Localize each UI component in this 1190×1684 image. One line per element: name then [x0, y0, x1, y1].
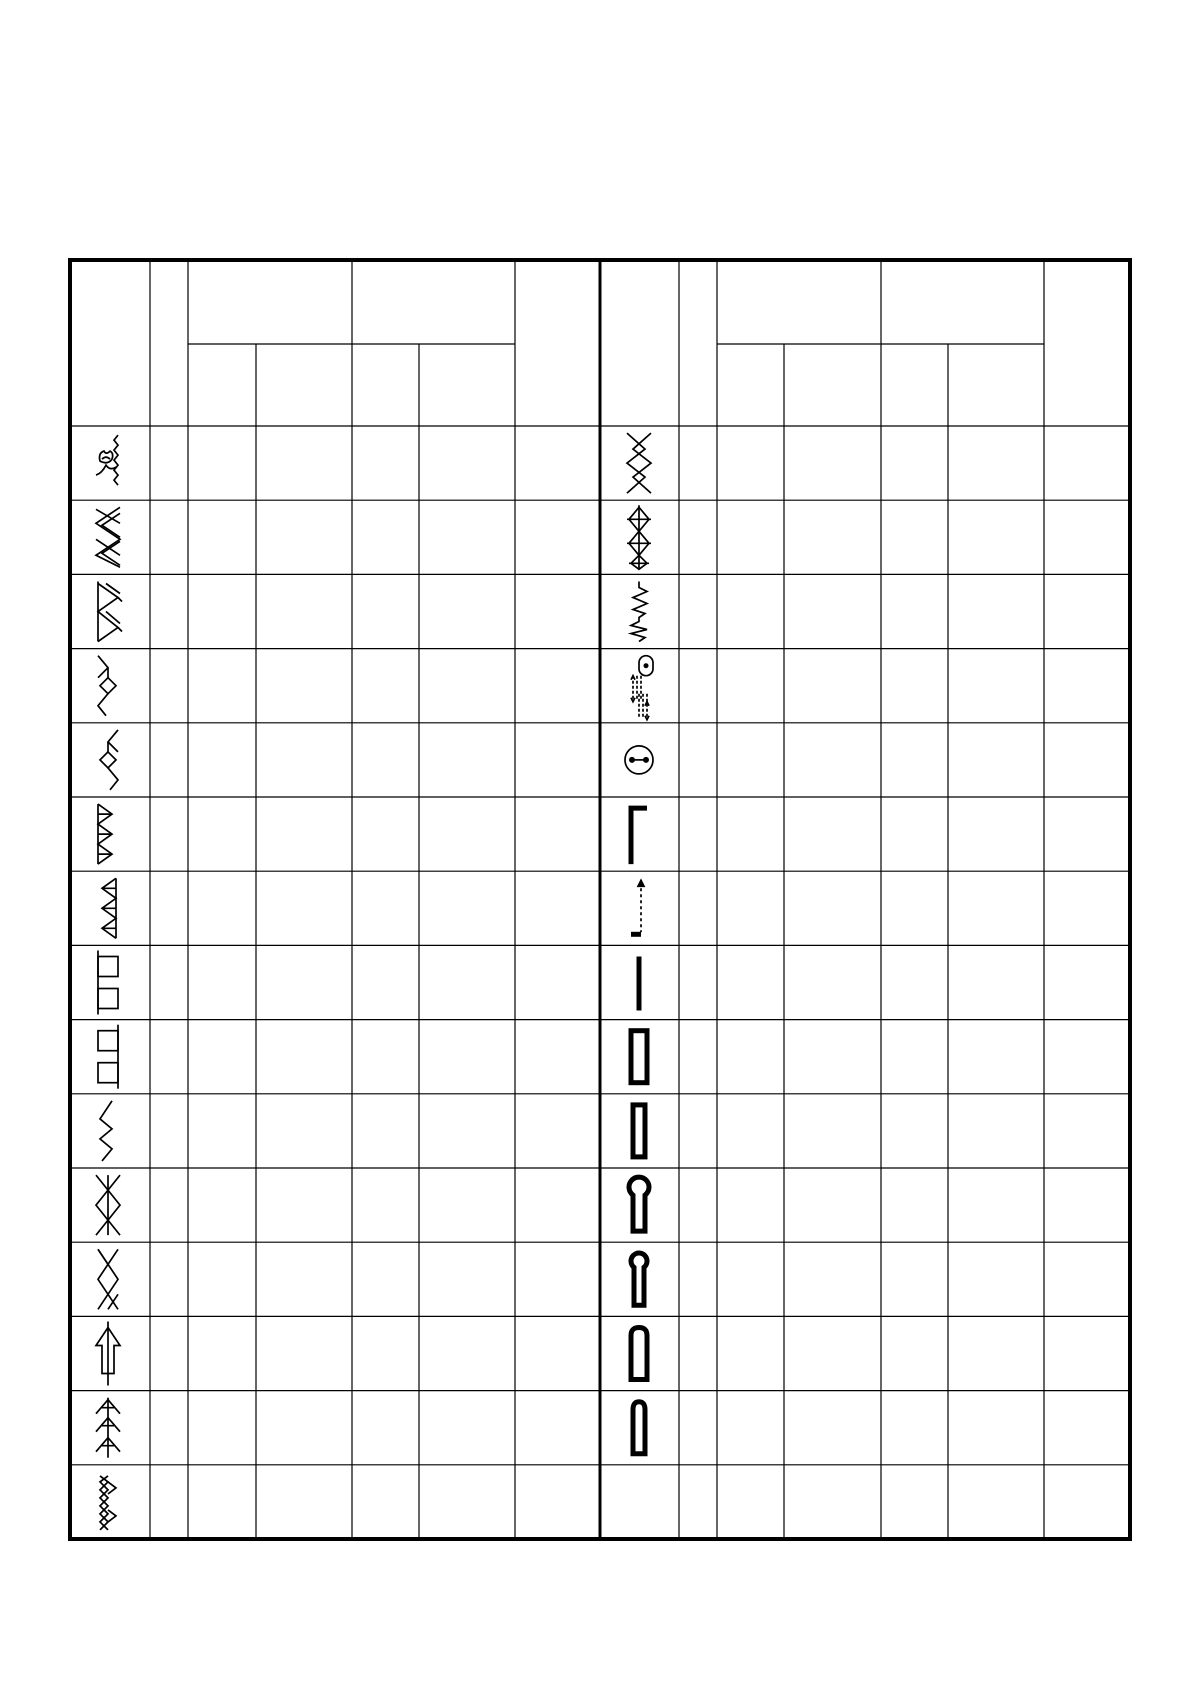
stitch-icons [96, 433, 653, 1530]
diamond-chain-right-stitch-icon [102, 878, 116, 938]
serpentine-zigzag-stitch-icon [631, 582, 647, 642]
lightning-zigzag-stitch-icon [100, 1101, 112, 1161]
square-blocks-right-stitch-icon [98, 1025, 118, 1089]
darning-stitch-icon [631, 656, 653, 720]
keyhole-narrow-buttonhole-icon [631, 1253, 647, 1305]
stacked-triangle-stitch-icon [98, 582, 122, 642]
diamond-chain-left-stitch-icon [98, 804, 112, 864]
braided-knot-stitch-icon [100, 1476, 116, 1530]
round-end-buttonhole-icon [631, 1328, 647, 1380]
feather-arrow-stitch-icon [96, 1398, 120, 1458]
diamond-zigzag-left-stitch-icon [98, 656, 116, 716]
wave-zigzag-stitch-icon [627, 433, 651, 493]
bar-tack-stitch-icon [631, 808, 647, 864]
cross-diamond-stitch-icon [96, 1175, 120, 1235]
triple-diamond-stitch-icon [627, 505, 651, 569]
diamond-zigzag-right-stitch-icon [100, 730, 118, 790]
narrow-buttonhole-icon [633, 1105, 645, 1157]
square-blocks-left-stitch-icon [98, 951, 118, 1015]
decorative-scallop-stitch-icon [96, 435, 118, 485]
eyelet-dotted-stitch-icon [631, 880, 644, 934]
round-end-narrow-buttonhole-icon [633, 1402, 645, 1454]
stacked-chevron-stitch-icon [96, 507, 120, 567]
table-grid [70, 260, 1130, 1539]
arrow-up-stitch-icon [96, 1322, 120, 1386]
double-cross-stitch-icon [98, 1249, 118, 1309]
keyhole-buttonhole-icon [629, 1177, 649, 1231]
square-buttonhole-icon [631, 1031, 647, 1083]
button-sewing-icon [625, 746, 653, 774]
